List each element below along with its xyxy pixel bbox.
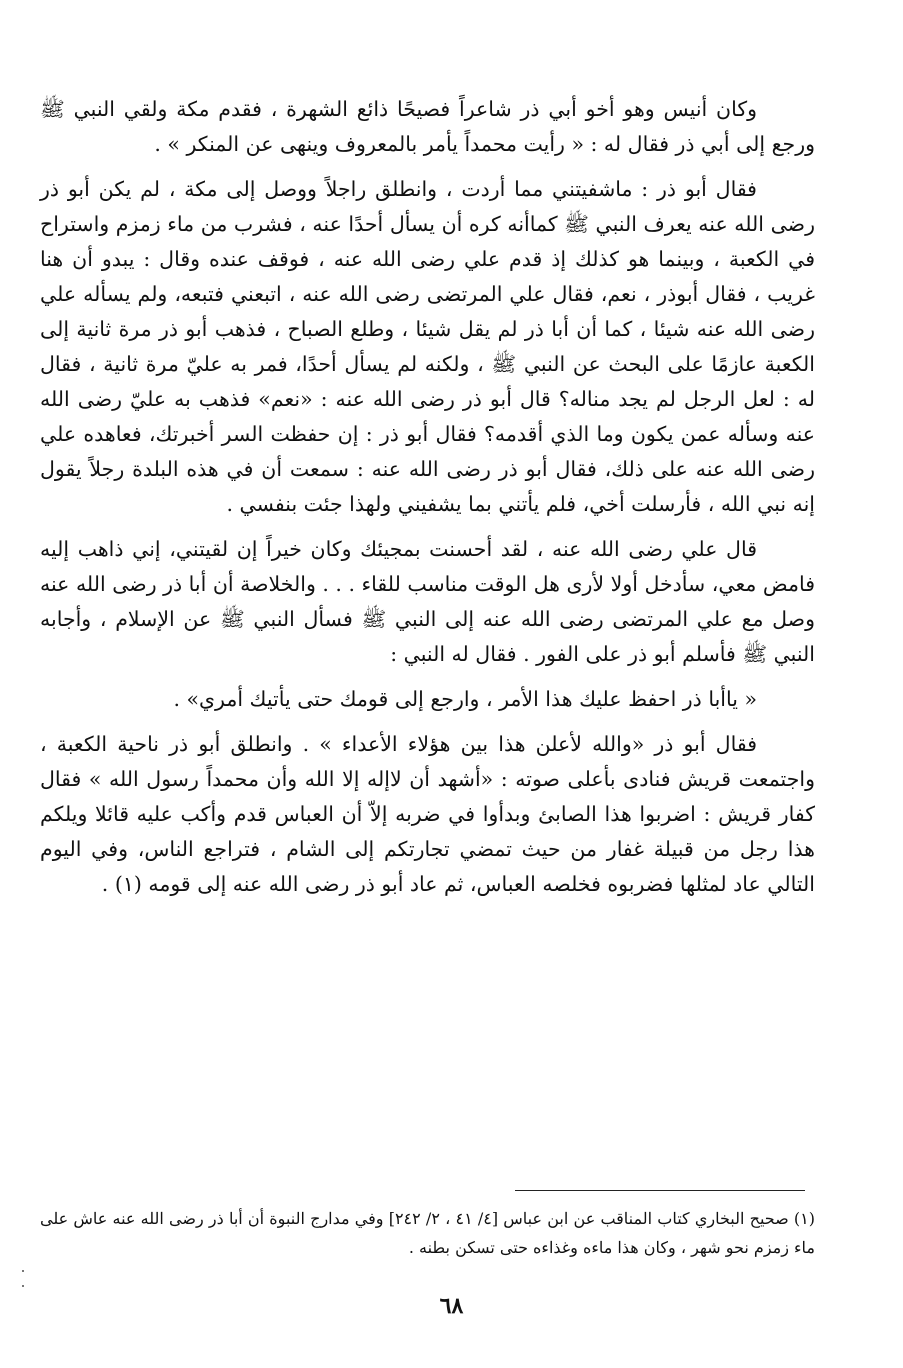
page-body bbox=[40, 92, 815, 912]
paragraph-prophet-quote: « ياأبا ذر احفظ عليك هذا الأمر ، وارجع إلى قومك حتى يأتيك أمري» . bbox=[173, 687, 757, 711]
scan-speck bbox=[22, 1270, 24, 1272]
paragraph-declaration-text: فقال أبو ذر «والله لأعلن هذا بين هؤلاء الأعداء » . وانطلق أبو ذر ناحية الكعبة ، واجتمعت قريش فنادى بأعلى صوته : «أشهد أن لاإله إلا الله وأن محمداً رسول الله » فقال كفار قريش : اضربوا هذا الصابئ وبدأوا في ضربه إلاّ أن العباس قدم وأكب عليه قائلا ويلكم هذا رجل من قبيلة غفار من حيث تمضي تجارتكم إلى الشام ، فتراجع الناس، وفي اليوم التالي عاد لمثلها فضربوه فخلصه العباس، ثم عاد أبو ذر رضى الله عنه إلى قومه bbox=[40, 732, 815, 896]
footnote: (١) صحيح البخاري كتاب المناقب عن ابن عباس [٤/ ٤١ ، ٢/ ٢٤٢] وفي مدارج النبوة أن أبا ذر رضى الله عنه عاش على ماء زمزم نحو شهر ، وكان هذا ماءه وغذاءه حتى تسكن بطنه . bbox=[40, 1209, 815, 1257]
page-number: ٦٨ bbox=[439, 1293, 464, 1319]
footnote-reference: (١) . bbox=[101, 872, 142, 896]
paragraph-abu-dharr-journey: فقال أبو ذر : ماشفيتني مما أردت ، وانطلق راجلاً ووصل إلى مكة ، لم يكن أبو ذر رضى الله عنه يعرف النبي ﷺ كماأنه كره أن يسأل أحدًا عنه ، فشرب من ماء زمزم واستراح في الكعبة ، وبينما هو كذلك إذ قدم علي رضى الله عنه ، فوقف عنده وقال : يبدو أن هنا غريب ، فقال أبوذر ، نعم، فقال علي المرتضى رضى الله عنه ، اتبعني فتبعه، ولم يسأله علي رضى الله عنه شيئا ، كما أن أبا ذر لم يقل شيئا ، وطلع الصباح ، فذهب أبو ذر مرة ثانية إلى الكعبة عازمًا على البحث عن النبي ﷺ ، ولكنه لم يسأل أحدًا، فمر به عليّ مرة ثانية ، فقال له : لعل الرجل لم يجد مناله؟ قال أبو ذر رضى الله عنه : «نعم» فذهب به عليّ رضى الله عنه وسأله عمن يكون وما الذي أقدمه؟ فقال أبو ذر : إن حفظت السر أخبرتك، فعاهده علي رضى الله عنه على ذلك، فقال أبو ذر رضى الله عنه : سمعت أن في هذه البلدة رجلاً يقول إنه نبي الله ، فأرسلت أخي، فلم يأتني بما يشفيني ولهذا جئت بنفسي . bbox=[40, 177, 815, 516]
paragraph-ali-meeting: قال علي رضى الله عنه ، لقد أحسنت بمجيئك وكان خيراً إن لقيتني، إني ذاهب إليه فامض معي، سأدخل أولا لأرى هل الوقت مناسب للقاء . . . والخلاصة أن أبا ذر رضى الله عنه وصل مع علي المرتضى رضى الله عنه إلى النبي ﷺ فسأل النبي ﷺ عن الإسلام ، وأجابه النبي ﷺ فأسلم أبو ذر على الفور . فقال له النبي : bbox=[40, 537, 815, 666]
footnote-divider bbox=[515, 1190, 805, 1191]
scan-speck bbox=[22, 1285, 24, 1287]
paragraph-anis: وكان أنيس وهو أخو أبي ذر شاعراً فصيحًا ذائع الشهرة ، فقدم مكة ولقي النبي ﷺ ورجع إلى أبي ذر فقال له : « رأيت محمداً يأمر بالمعروف وينهى عن المنكر » . bbox=[40, 97, 815, 156]
paragraph-declaration bbox=[40, 727, 815, 902]
